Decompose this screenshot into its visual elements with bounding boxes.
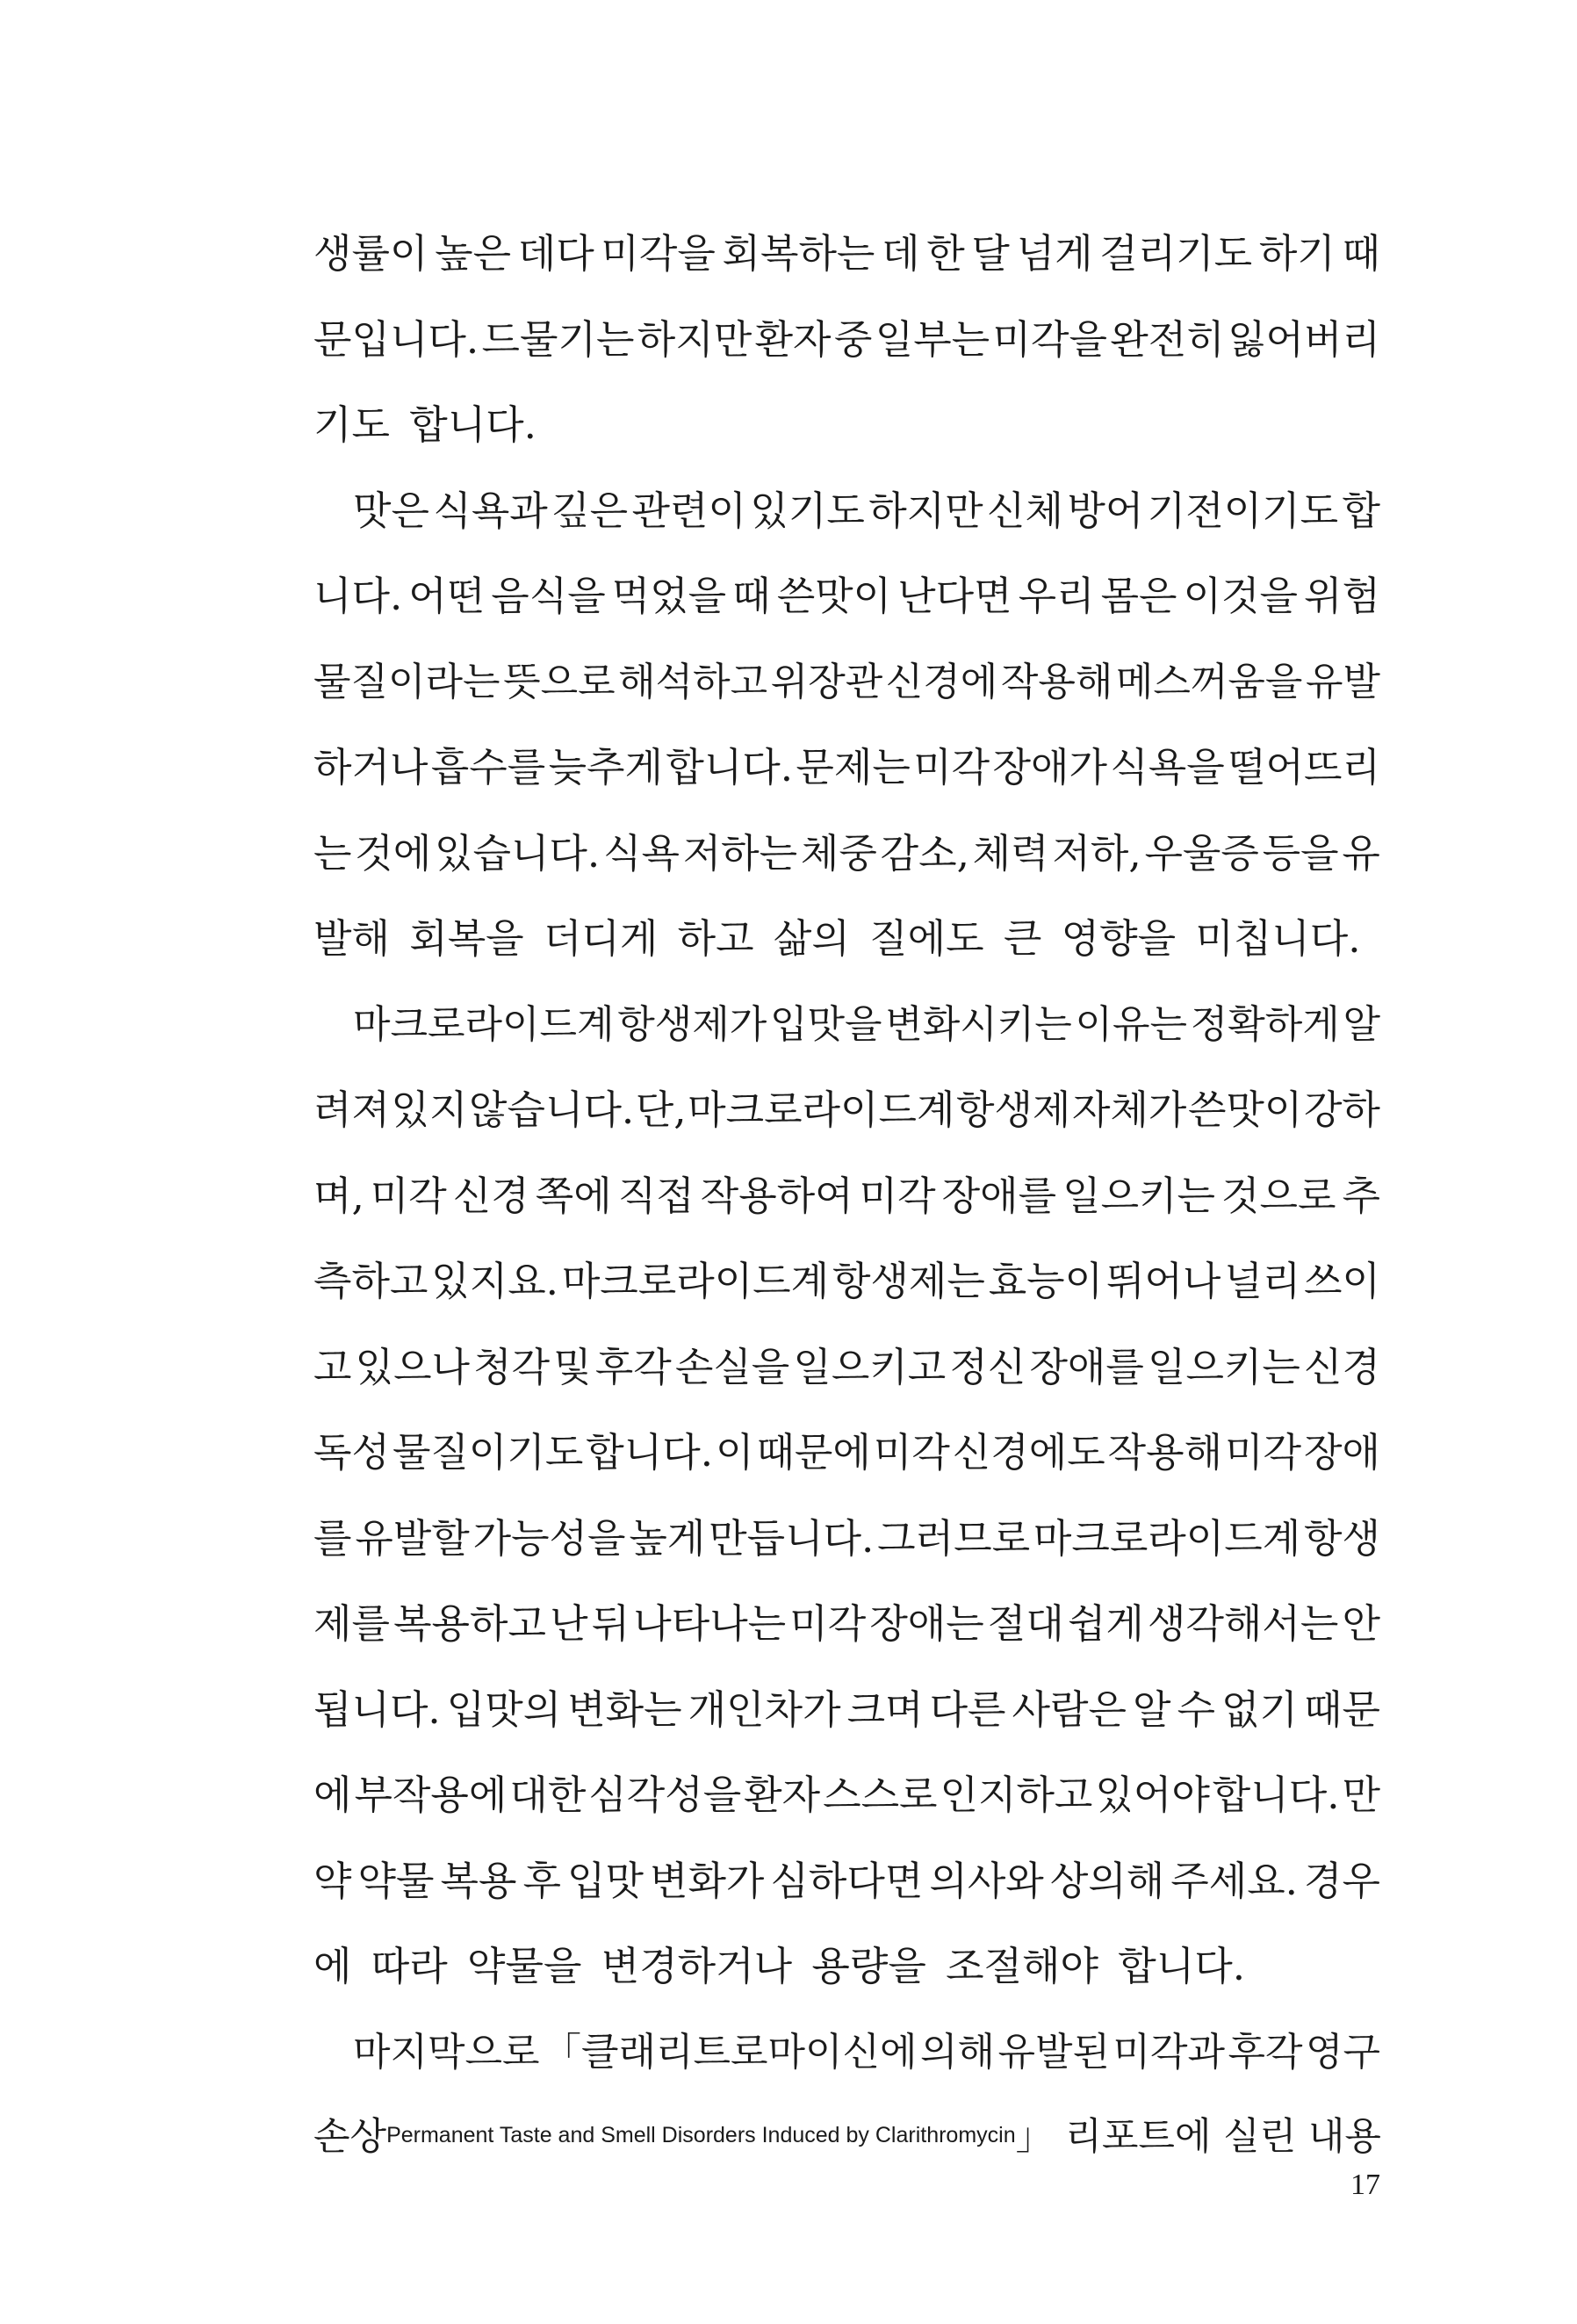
word: 나타나는 <box>633 1600 787 1647</box>
word: 영구 <box>1305 2029 1380 2075</box>
word: 우리 <box>1018 573 1095 619</box>
word: 장애는 <box>869 1600 984 1647</box>
text-line-with-subscript <box>313 2095 1380 2181</box>
word: 미각을 <box>992 315 1107 363</box>
word: 널리 <box>1224 1258 1301 1304</box>
word: 신체 <box>987 487 1063 534</box>
word: 높은 <box>435 230 512 277</box>
word: 해석하고 <box>618 659 768 704</box>
word: 직접 <box>617 1172 695 1219</box>
word: 대한 <box>509 1772 587 1818</box>
word: 마크로라이드계 <box>688 1086 955 1133</box>
word: 가능성을 <box>472 1514 626 1562</box>
word: 있습니다. <box>435 829 601 877</box>
word: 메스꺼움을 <box>1115 659 1303 704</box>
word: 높게 <box>629 1514 706 1562</box>
word: 미각 <box>873 1429 950 1476</box>
word: 늦추게 <box>548 744 663 790</box>
word: 잃어버리 <box>1228 315 1380 363</box>
word: 를 <box>313 1514 352 1562</box>
word: 사람은 <box>1012 1685 1127 1733</box>
word: 유 <box>1342 829 1380 877</box>
word: 단, <box>635 1086 687 1133</box>
word: 방어 <box>1067 487 1144 534</box>
word: 자체가 <box>1071 1086 1187 1133</box>
word: 청각 <box>473 1343 551 1390</box>
word: 환자 <box>754 315 832 363</box>
word: 입맛을 <box>769 1001 882 1047</box>
word: 떨어뜨리 <box>1228 744 1380 790</box>
word: 유발 <box>1305 659 1380 704</box>
word: 이것을 <box>1183 573 1298 619</box>
text-line <box>313 811 1380 897</box>
word: 미각 <box>859 1172 936 1219</box>
word: 유발할 <box>355 1514 470 1562</box>
word: 있지 <box>391 1086 468 1133</box>
word: 됩니다. <box>313 1685 441 1733</box>
text-line <box>313 1752 1380 1838</box>
word: 효능이 <box>988 1258 1104 1304</box>
word: 걸리기도 <box>1099 230 1253 277</box>
word: 개인차가 <box>688 1685 841 1733</box>
word: 미각 <box>370 1172 447 1219</box>
word: 추 <box>1342 1172 1380 1219</box>
text-line <box>313 1667 1380 1753</box>
word: 등을 <box>1262 829 1339 877</box>
text-line <box>313 1324 1380 1411</box>
word: 손실을 <box>674 1343 790 1390</box>
word: 후각 <box>594 1343 672 1390</box>
word: 우울증 <box>1144 829 1259 877</box>
word: 장애가 <box>992 744 1107 790</box>
word: 생률이 <box>313 230 428 277</box>
word: 먹었을 <box>611 573 727 619</box>
word: 만듭니다. <box>709 1514 875 1562</box>
word: 미각 <box>1225 1429 1302 1476</box>
word: 쉽게 <box>1067 1600 1144 1647</box>
word: 만 <box>1342 1772 1380 1818</box>
word: 음식을 <box>491 573 606 619</box>
word: 장애 <box>1304 1429 1380 1476</box>
word: 문입니다. <box>313 315 479 363</box>
word: 상의해 <box>1049 1857 1165 1904</box>
word: 쪽에 <box>535 1172 612 1219</box>
word: 에 <box>313 1772 352 1818</box>
text-line <box>313 1067 1380 1153</box>
word: 있기도 <box>750 487 865 534</box>
word: 독성 <box>313 1429 390 1476</box>
text-line <box>313 1496 1380 1582</box>
word: 후각 <box>1228 2029 1303 2075</box>
word: 장애를 <box>941 1172 1057 1219</box>
word: 이유는 <box>1075 1001 1187 1047</box>
word: 마크로라이드계 <box>353 1001 615 1047</box>
word: 중 <box>833 315 873 363</box>
paragraph-start-line <box>313 982 1380 1068</box>
word: 마크로라이드계 <box>1033 1514 1301 1562</box>
word: 난 <box>550 1600 588 1647</box>
word: 쓴맛이 <box>776 573 892 619</box>
word: 식욕을 <box>1110 744 1225 790</box>
word: 달 <box>971 230 1010 277</box>
text-line <box>313 1153 1380 1239</box>
word: 후 <box>522 1857 561 1904</box>
word: 작용하여 <box>700 1172 853 1219</box>
word: 관련이 <box>631 487 746 534</box>
text-line <box>313 725 1380 811</box>
word: 알 <box>1133 1685 1171 1733</box>
text-line: 발해 회복을 더디게 하고 삶의 질에도 큰 영향을 미칩니다. <box>313 915 1361 962</box>
word: 다른 <box>929 1685 1006 1733</box>
word: 뒤 <box>591 1600 630 1647</box>
word: 맛은 <box>353 487 429 534</box>
word: 변화는 <box>567 1685 682 1733</box>
word: 난다면 <box>897 573 1012 619</box>
word: 항생제는 <box>832 1258 985 1304</box>
page-number: 17 <box>1350 2169 1380 2201</box>
word: 안 <box>1342 1600 1380 1647</box>
word: 의사와 <box>929 1857 1044 1904</box>
word: 데 <box>882 230 920 277</box>
word: 완전히 <box>1110 315 1225 363</box>
word: 강하 <box>1303 1086 1380 1133</box>
word: 심하다면 <box>770 1857 924 1904</box>
text-line <box>313 211 1380 297</box>
word: 부작용에 <box>354 1772 508 1818</box>
word: 입맛 <box>567 1857 644 1904</box>
word: 려져 <box>313 1086 390 1133</box>
word: 하지만 <box>868 487 983 534</box>
body-text <box>313 211 1380 2181</box>
word: 쓰이 <box>1304 1258 1380 1304</box>
text-line <box>313 1410 1380 1496</box>
word: 위장관 <box>770 659 883 704</box>
word: 는 <box>313 829 352 877</box>
word: 없기 <box>1221 1685 1298 1733</box>
word: 합 <box>1342 487 1380 534</box>
word: 측하고 <box>313 1258 428 1304</box>
word: 절대 <box>987 1600 1064 1647</box>
text-line: 에 따라 약물을 변경하거나 용량을 조절해야 합니다. <box>313 1943 1246 1989</box>
word: 때 <box>1342 230 1380 277</box>
word: 약 <box>313 1857 352 1904</box>
word: 기전이기도 <box>1147 487 1339 534</box>
word: 경우 <box>1304 1857 1380 1904</box>
word: 변화시키는 <box>885 1001 1072 1047</box>
word: 스스로 <box>823 1772 938 1818</box>
word: 있으나 <box>355 1343 471 1390</box>
word: 그러므로 <box>877 1514 1031 1562</box>
word: 고 <box>313 1343 352 1390</box>
word: 저하, <box>1052 829 1141 877</box>
word: 작용해 <box>1000 659 1113 704</box>
word: 작용해 <box>1107 1429 1223 1476</box>
word: 깊은 <box>551 487 629 534</box>
word: 합니다. <box>1212 1772 1340 1818</box>
text-line: 기도 합니다. <box>313 401 536 448</box>
word: 때 <box>732 573 771 619</box>
word: 드물기는 <box>481 315 635 363</box>
word: 변화가 <box>649 1857 765 1904</box>
text-line <box>313 1581 1380 1667</box>
word: 몸은 <box>1100 573 1177 619</box>
text-line <box>313 1238 1380 1324</box>
word: 입맛의 <box>446 1685 562 1733</box>
text-line <box>313 553 1380 639</box>
word: 흡수를 <box>430 744 546 790</box>
word: 합니다. <box>666 744 794 790</box>
word: 생각해서는 <box>1147 1600 1339 1647</box>
text-line <box>313 639 1380 725</box>
word: 문제는 <box>796 744 911 790</box>
word: 크며 <box>846 1685 924 1733</box>
word: 일부는 <box>875 315 990 363</box>
word: 이 <box>715 1429 754 1476</box>
word: 뛰어나 <box>1105 1258 1221 1304</box>
word: 복용하고 <box>393 1600 546 1647</box>
word: 및 <box>553 1343 592 1390</box>
word: 미각 <box>913 744 990 790</box>
paragraph-start-line <box>313 2010 1380 2096</box>
english-title-subscript: Permanent Taste and Smell Disorders Induced by Clarithromycin <box>386 2123 1016 2147</box>
word: 것에 <box>355 829 432 877</box>
word: 어떤 <box>408 573 486 619</box>
word: 주세요. <box>1170 1857 1298 1904</box>
word: 뜻으로 <box>503 659 616 704</box>
word: 위험 <box>1304 573 1380 619</box>
word: 미각 <box>789 1600 867 1647</box>
word: 니다. <box>313 573 403 619</box>
word: 일으키고 <box>793 1343 947 1390</box>
final-line-before: 손상Permanent Taste and Smell Disorders Induced by Clarithromycin <box>313 2115 1016 2159</box>
word: 한 <box>926 230 965 277</box>
paragraph-start-line <box>313 468 1380 554</box>
word: 의해 <box>920 2029 996 2075</box>
word: 신경 <box>452 1172 529 1219</box>
word: 식욕 <box>602 829 680 877</box>
word: 일으키는 <box>1147 1343 1300 1390</box>
text-line <box>313 297 1380 383</box>
word: 하지만 <box>637 315 752 363</box>
word: 물질이라는 <box>313 659 500 704</box>
word: 알 <box>1343 1001 1380 1047</box>
word: 정신 <box>949 1343 1026 1390</box>
word: 정확하게 <box>1190 1001 1340 1047</box>
word: 신경에도 <box>952 1429 1105 1476</box>
word: 미각을 <box>601 230 716 277</box>
word: 항생제 <box>955 1086 1071 1133</box>
word: 장애를 <box>1029 1343 1144 1390</box>
word: 미각과 <box>1113 2029 1225 2075</box>
word: 때문 <box>1304 1685 1380 1733</box>
final-line-after: 」 리포트에 실린 내용 <box>1015 2115 1381 2159</box>
word: 항생제가 <box>617 1001 767 1047</box>
word: 체력 <box>972 829 1049 877</box>
word: 복용 <box>440 1857 517 1904</box>
word: 넘게 <box>1016 230 1093 277</box>
word: 유발된 <box>997 2029 1111 2075</box>
word: 회복하는 <box>722 230 875 277</box>
word: 식욕과 <box>433 487 548 534</box>
word: 것으로 <box>1221 1172 1336 1219</box>
word: 약물 <box>357 1857 435 1904</box>
word: 신경 <box>1303 1343 1380 1390</box>
word: 인지하고 <box>940 1772 1093 1818</box>
word: 있어야 <box>1095 1772 1210 1818</box>
word: 며, <box>313 1172 364 1219</box>
word: 항생 <box>1304 1514 1380 1562</box>
word: 심각성을 <box>588 1772 742 1818</box>
word: 합니다. <box>586 1429 713 1476</box>
word: 마크로라이드계 <box>561 1258 830 1304</box>
text-line <box>313 1838 1380 1924</box>
word: 하기 <box>1258 230 1336 277</box>
word: 환자 <box>744 1772 821 1818</box>
word: 물질이기도 <box>392 1429 584 1476</box>
word: 있지요. <box>431 1258 558 1304</box>
word: 수 <box>1177 1685 1215 1733</box>
word: 때문에 <box>756 1429 871 1476</box>
word: 「클래리트로마이신에 <box>543 2029 918 2075</box>
word: 신경에 <box>885 659 998 704</box>
word: 감소, <box>880 829 969 877</box>
word: 체중 <box>800 829 877 877</box>
word: 데다 <box>517 230 594 277</box>
word: 일으키는 <box>1062 1172 1215 1219</box>
word: 제를 <box>313 1600 390 1647</box>
word: 저하는 <box>682 829 798 877</box>
word: 마지막으로 <box>353 2029 540 2075</box>
word: 쓴맛이 <box>1187 1086 1303 1133</box>
word: 않습니다. <box>469 1086 635 1133</box>
word: 하거나 <box>313 744 428 790</box>
